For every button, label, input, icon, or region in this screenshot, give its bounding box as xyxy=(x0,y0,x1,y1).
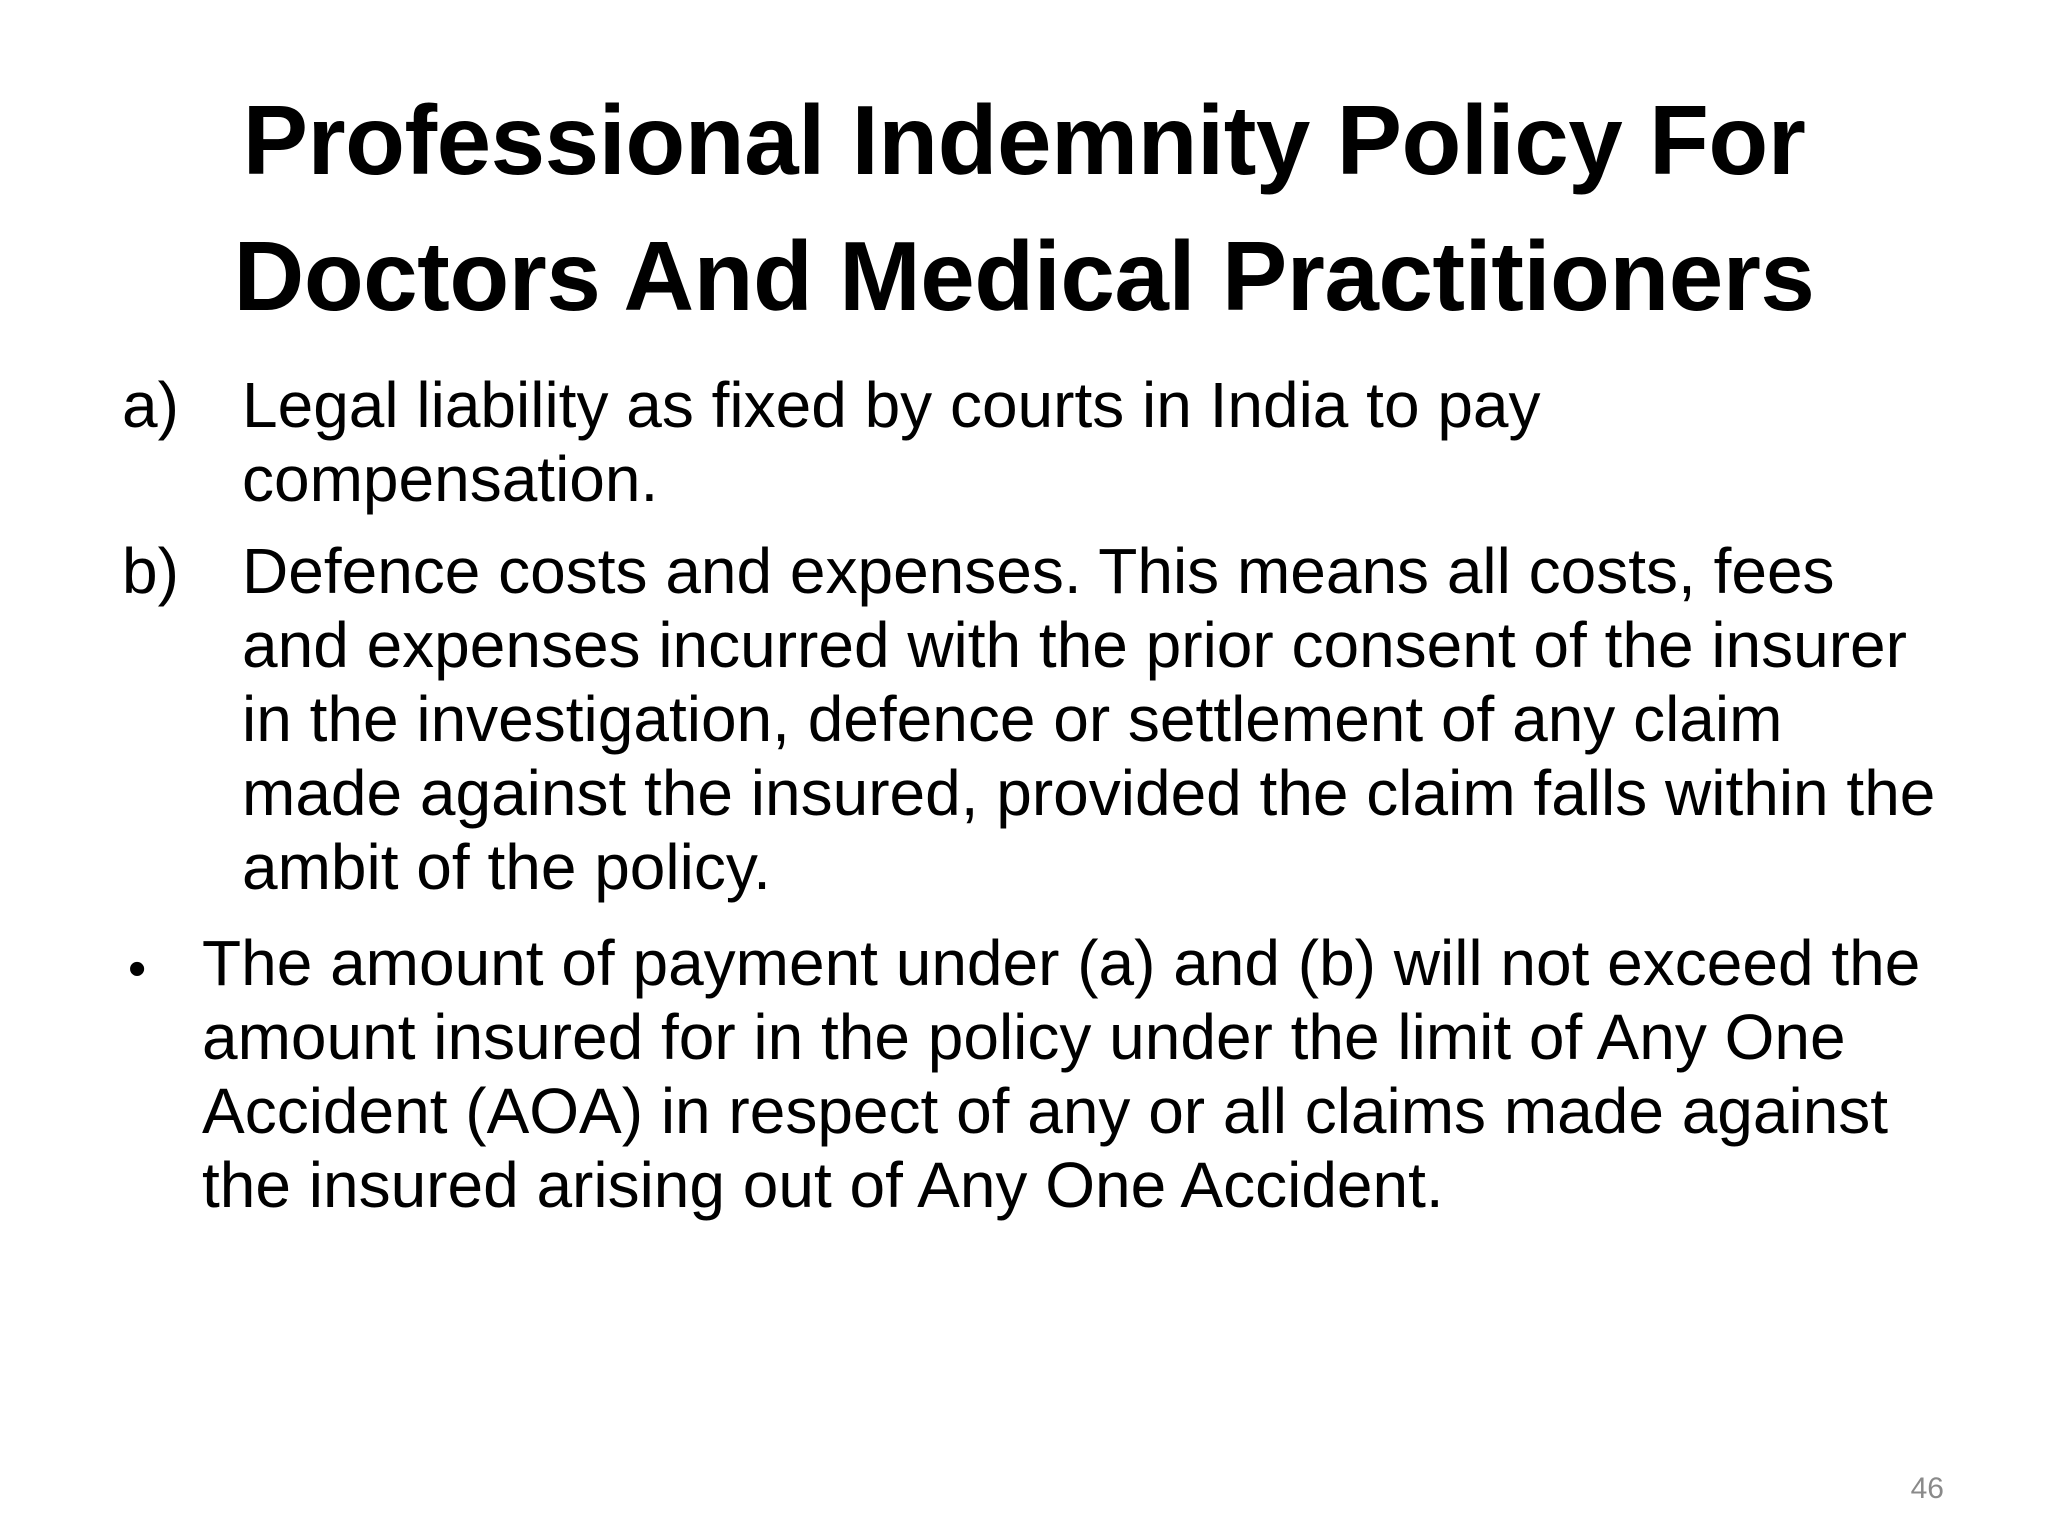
list-marker-a: a) xyxy=(122,369,179,441)
list-item-b xyxy=(122,534,1952,904)
list-item-bullet xyxy=(122,926,1952,1222)
list-item-a xyxy=(122,368,1952,516)
slide-title-line-2: Doctors And Medical Practitioners xyxy=(233,221,1815,331)
bullet-icon: • xyxy=(128,940,147,998)
slide-body xyxy=(122,368,1952,1222)
list-item-bullet-text: The amount of payment under (a) and (b) will not exceed the amount insured for in the policy under the limit of Any One Accident (AOA) in respect of any or all claims made against the insured arising out of Any One Accident. xyxy=(202,927,1921,1221)
list-item-a-text: Legal liability as fixed by courts in India to pay compensation. xyxy=(242,369,1541,515)
list-item-b-text: Defence costs and expenses. This means all costs, fees and expenses incurred with the prior consent of the insurer in the investigation, defence or settlement of any claim made against the insured, provided the claim falls within the ambit of the policy. xyxy=(242,535,1936,903)
slide-title-line-1: Professional Indemnity Policy For xyxy=(242,85,1806,195)
page-number: 46 xyxy=(1910,1472,1944,1505)
list-marker-b: b) xyxy=(122,535,179,607)
slide-title xyxy=(120,72,1928,344)
